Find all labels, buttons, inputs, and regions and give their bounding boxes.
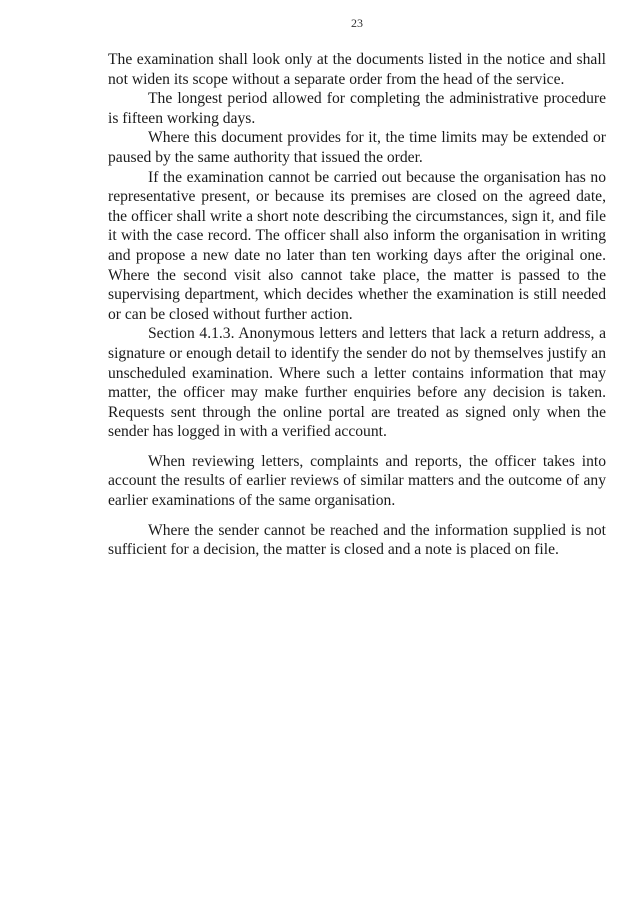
- paragraph-max-term: The longest period allowed for completing the administrative procedure is fifteen working days.: [108, 90, 606, 127]
- paragraph-continuation: The examination shall look only at the documents listed in the notice and shall not widen its scope without a separate order from the head of the service.: [108, 51, 606, 88]
- paragraph-consideration-of-appeals: When reviewing letters, complaints and reports, the officer takes into account the results of earlier reviews of similar matters and the outcome of any earlier examinations of the same organisation.: [108, 452, 606, 510]
- paragraph-special-cases: Where this document provides for it, the time limits may be extended or paused by the same authority that issued the order.: [108, 129, 606, 166]
- paragraph-clause-3-2-2-11: Section 4.1.3. Anonymous letters and letters that lack a return address, a signature or enough detail to identify the sender do not by themselves justify an unscheduled examination. Where such a letter contains information that may matter, the officer may make further enquiries before any decision is taken. Requests sent through the online portal are treated as signed only when the sender has logged in with a verified account.: [108, 325, 606, 441]
- page-number: 23: [351, 16, 363, 30]
- paragraph-impossibility-of-inspection: If the examination cannot be carried out because the organisation has no representative present, or because its premises are closed on the agreed date, the officer shall write a short note describing the circumstances, sign it, and file it with the case record. The officer shall also inform the organisation in writing and propose a new date no later than ten working days after the original one. Where the second visit also cannot take place, the matter is passed to the supervising department, which decides whether the examination is still needed or can be closed without further action.: [108, 168, 606, 323]
- paragraph-absence-of-information: Where the sender cannot be reached and the information supplied is not sufficient for a decision, the matter is closed and a note is placed on file.: [108, 521, 606, 559]
